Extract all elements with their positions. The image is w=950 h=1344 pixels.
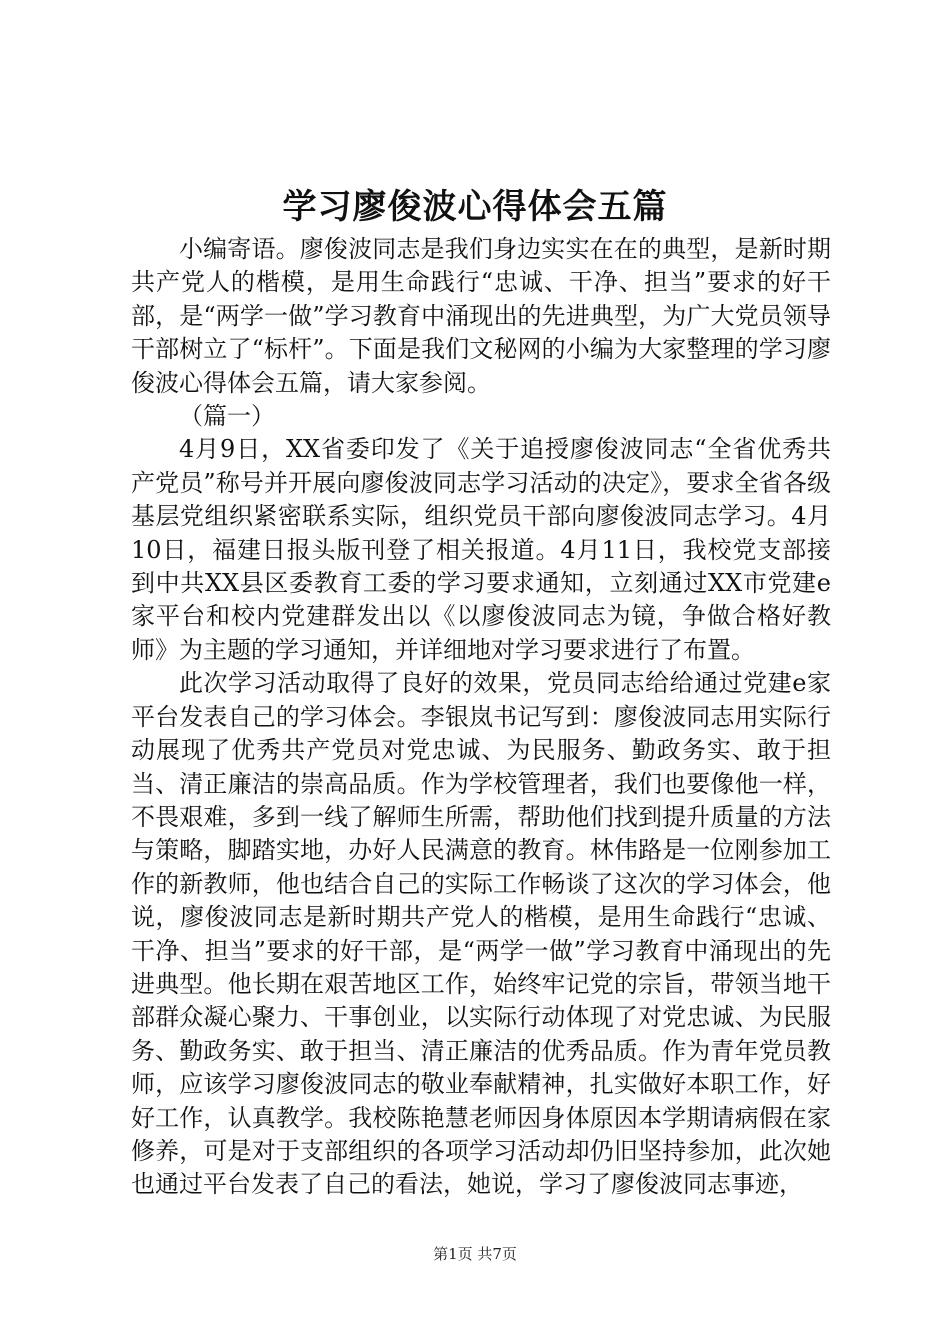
body-paragraph: 此次学习活动取得了良好的效果，党员同志给给通过党建e家平台发表自己的学习体会。李银岚书记写到：廖俊波同志用实际行动展现了优秀共产党员对党忠诚、为民服务、勤政务实、敢于担当、清正廉洁的崇高品质。作为学校管理者，我们也要像他一样，不畏艰难，多到一线了解师生所需，帮助他们找到提升质量的方法与策略，脚踏实地，办好人民满意的教育。林伟路是一位刚参加工作的新教师，他也结合自己的实际工作畅谈了这次的学习体会，他说，廖俊波同志是新时期共产党人的楷模，是用生命践行“忠诚、干净、担当”要求的好干部，是“两学一做”学习教育中涌现出的先进典型。他长期在艰苦地区工作，始终牢记党的宗旨，带领当地干部群众凝心聚力、干事创业，以实际行动体现了对党忠诚、为民服务、勤政务实、敢于担当、清正廉洁的优秀品质。作为青年党员教师，应该学习廖俊波同志的敬业奉献精神，扎实做好本职工作，好好工作，认真教学。我校陈艳慧老师因身体原因本学期请病假在家修养，可是对于支部组织的各项学习活动却仍旧坚持参加，此次她也通过平台发表了自己的看法，她说，学习了廖俊波同志事迹， xyxy=(131,669,831,1199)
document-title: 学习廖俊波心得体会五篇 xyxy=(282,187,668,227)
body-paragraph: 4月9日，XX省委印发了《关于追授廖俊波同志“全省优秀共产党员”称号并开展向廖俊波同志学习活动的决定》，要求全省各级基层党组织紧密联系实际，组织党员干部向廖俊波同志学习。4月10日，福建日报头版刊登了相关报道。4月11日，我校党支部接到中共XX县区委教育工委的学习要求通知，立刻通过XX市党建e家平台和校内党建群发出以《以廖俊波同志为镜，争做合格好教师》为主题的学习通知，并详细地对学习要求进行了布置。 xyxy=(131,435,831,664)
intro-paragraph: 小编寄语。廖俊波同志是我们身边实实在在的典型，是新时期共产党人的楷模，是用生命践行“忠诚、干净、担当”要求的好干部，是“两学一做”学习教育中涌现出的先进典型，为广大党员领导干部树立了“标杆”。下面是我们文秘网的小编为大家整理的学习廖俊波心得体会五篇，请大家参阅。 xyxy=(131,235,831,397)
document-body xyxy=(131,233,831,1202)
section-heading: （篇一） xyxy=(179,402,275,431)
page-footer: 第1页 共7页 xyxy=(433,1245,517,1263)
